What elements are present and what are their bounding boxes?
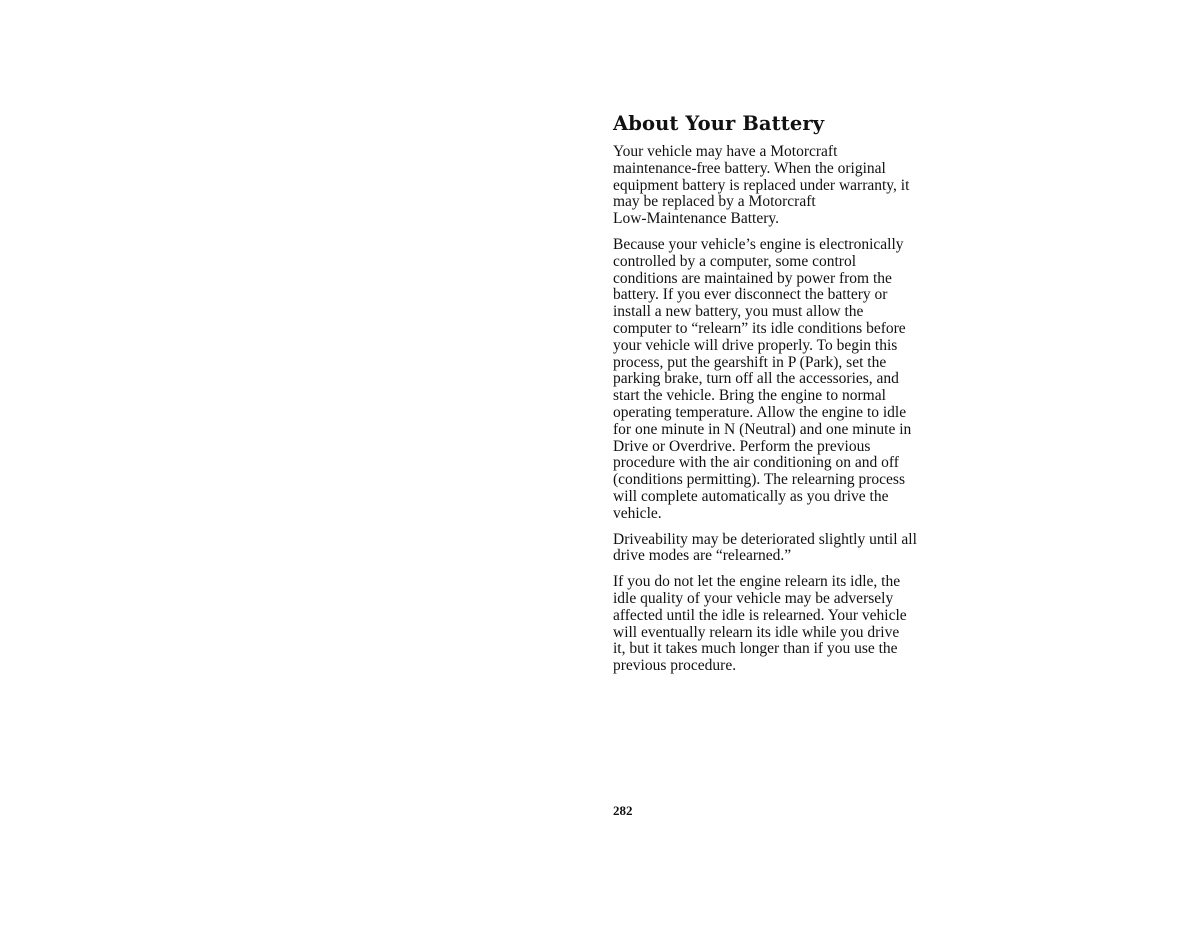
- text-line: equipment battery is replaced under warranty, it: [613, 176, 910, 194]
- text-line: procedure with the air conditioning on and off: [613, 454, 899, 472]
- text-line: Low-Maintenance Battery.: [613, 210, 779, 228]
- text-line: conditions are maintained by power from the: [613, 269, 892, 287]
- text-line: may be replaced by a Motorcraft: [613, 193, 816, 211]
- text-line: will eventually relearn its idle while you drive: [613, 623, 900, 641]
- text-line: computer to “relearn” its idle conditions before: [613, 319, 906, 337]
- text-line: Drive or Overdrive. Perform the previous: [613, 437, 871, 455]
- text-line: it, but it takes much longer than if you use the: [613, 640, 898, 658]
- text-line: Because your vehicle’s engine is electronically: [613, 235, 904, 253]
- text-line: If you do not let the engine relearn its idle, the: [613, 573, 901, 591]
- paragraph-idle-quality: [613, 574, 963, 675]
- text-column: [613, 110, 963, 684]
- section-heading: About Your Battery: [613, 112, 825, 135]
- text-line: drive modes are “relearned.”: [613, 547, 792, 565]
- paragraph-relearn-procedure: [613, 237, 963, 523]
- text-line: parking brake, turn off all the accessories, and: [613, 370, 899, 388]
- paragraph-driveability: [613, 532, 963, 566]
- text-line: battery. If you ever disconnect the battery or: [613, 286, 888, 304]
- text-line: Your vehicle may have a Motorcraft: [613, 143, 838, 160]
- text-line: controlled by a computer, some control: [613, 252, 857, 270]
- text-line: idle quality of your vehicle may be adversely: [613, 589, 894, 607]
- text-line: your vehicle will drive properly. To begin this: [613, 336, 898, 354]
- text-line: previous procedure.: [613, 657, 737, 675]
- paragraph-battery-type: [613, 144, 963, 228]
- text-line: Driveability may be deteriorated slightly until all: [613, 530, 917, 548]
- text-line: will complete automatically as you drive the: [613, 487, 889, 505]
- page-number: 282: [613, 803, 633, 818]
- text-line: maintenance-free battery. When the original: [613, 159, 886, 177]
- text-line: for one minute in N (Neutral) and one minute in: [613, 420, 912, 438]
- text-line: (conditions permitting). The relearning process: [613, 471, 905, 489]
- text-line: install a new battery, you must allow the: [613, 303, 864, 321]
- text-line: affected until the idle is relearned. Your vehicle: [613, 606, 907, 624]
- text-line: operating temperature. Allow the engine to idle: [613, 403, 907, 421]
- text-line: process, put the gearshift in P (Park), set the: [613, 353, 887, 371]
- text-line: start the vehicle. Bring the engine to normal: [613, 387, 886, 405]
- text-line: vehicle.: [613, 504, 662, 522]
